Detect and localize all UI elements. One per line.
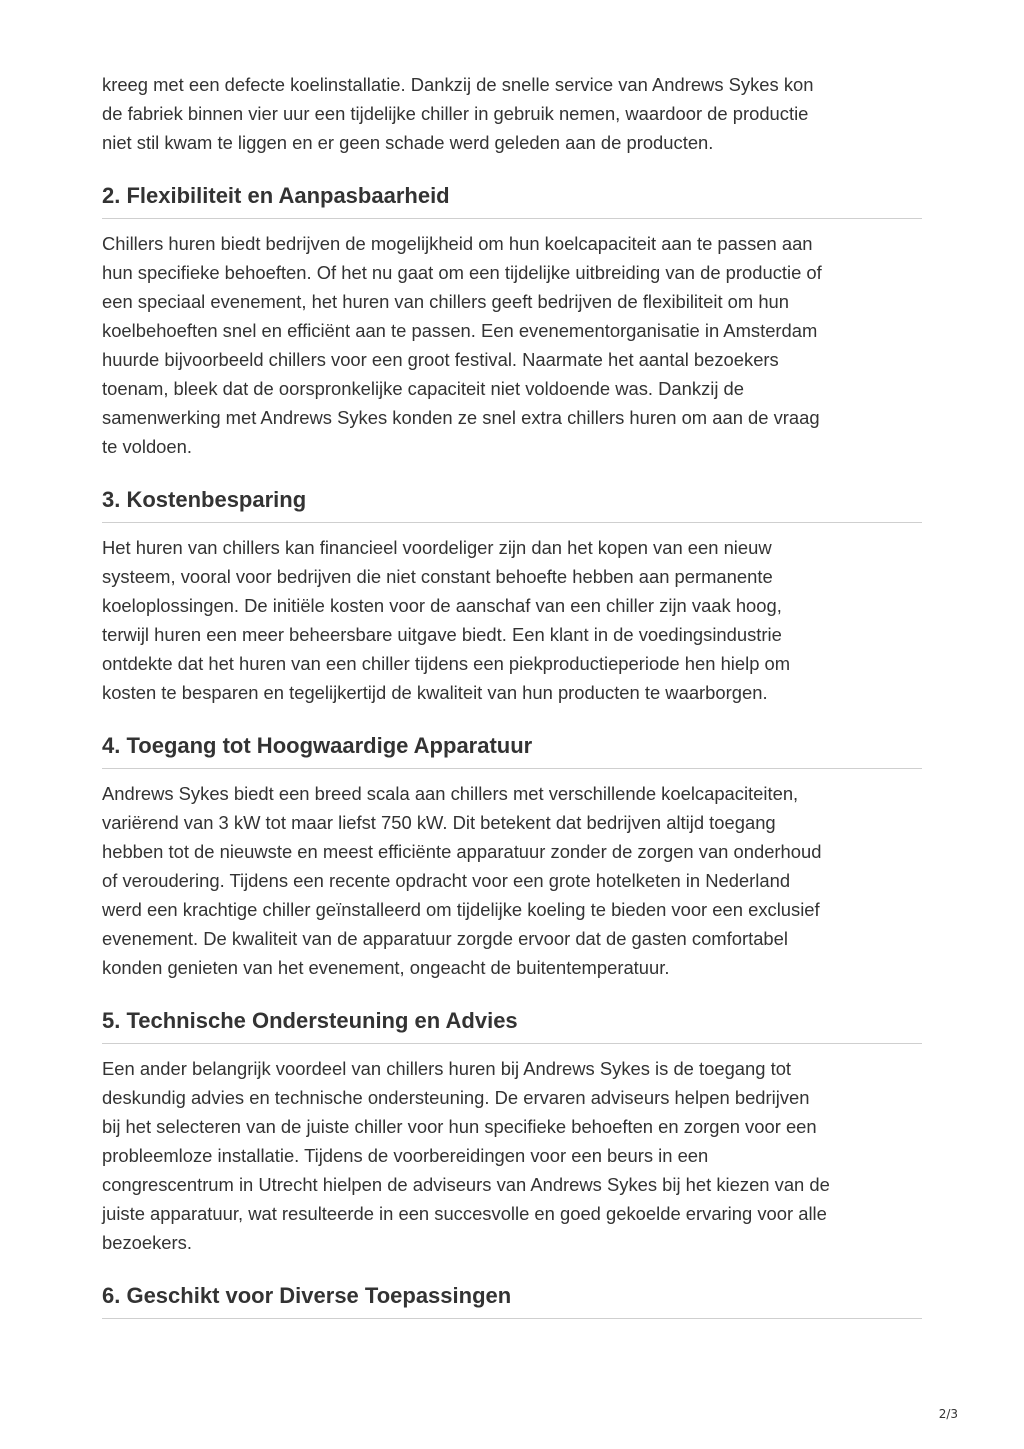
paragraph-line: systeem, vooral voor bedrijven die niet constant behoefte hebben aan permanente: [102, 566, 773, 587]
paragraph-line: evenement. De kwaliteit van de apparatuur zorgde ervoor dat de gasten comfortabel: [102, 928, 788, 949]
section-heading: 2. Flexibiliteit en Aanpasbaarheid: [102, 182, 922, 219]
paragraph-line: kosten te besparen en tegelijkertijd de kwaliteit van hun producten te waarborgen.: [102, 682, 768, 703]
paragraph-line: te voldoen.: [102, 436, 192, 457]
section-heading: 4. Toegang tot Hoogwaardige Apparatuur: [102, 732, 922, 769]
section-heading: 5. Technische Ondersteuning en Advies: [102, 1007, 922, 1044]
paragraph-line: hun specifieke behoeften. Of het nu gaat om een tijdelijke uitbreiding van de productie of: [102, 262, 822, 283]
paragraph-line: huurde bijvoorbeeld chillers voor een groot festival. Naarmate het aantal bezoekers: [102, 349, 779, 370]
paragraph-line: congrescentrum in Utrecht hielpen de adviseurs van Andrews Sykes bij het kiezen van de: [102, 1174, 830, 1195]
paragraph-line: terwijl huren een meer beheersbare uitgave biedt. Een klant in de voedingsindustrie: [102, 624, 782, 645]
section-technische-ondersteuning: [102, 1007, 922, 1257]
paragraph-line: samenwerking met Andrews Sykes konden ze snel extra chillers huren om aan de vraag: [102, 407, 820, 428]
paragraph-line: probleemloze installatie. Tijdens de voorbereidingen voor een beurs in een: [102, 1145, 709, 1166]
paragraph-line: de fabriek binnen vier uur een tijdelijke chiller in gebruik nemen, waardoor de productie: [102, 103, 809, 124]
paragraph-line: konden genieten van het evenement, ongeacht de buitentemperatuur.: [102, 957, 670, 978]
paragraph-line: deskundig advies en technische ondersteuning. De ervaren adviseurs helpen bedrijven: [102, 1087, 810, 1108]
section-hoogwaardige-apparatuur: [102, 732, 922, 982]
section-paragraph: [102, 1054, 922, 1257]
intro-paragraph: [102, 70, 922, 157]
paragraph-line: variërend van 3 kW tot maar liefst 750 kW. Dit betekent dat bedrijven altijd toegang: [102, 812, 776, 833]
paragraph-line: koeloplossingen. De initiële kosten voor de aanschaf van een chiller zijn vaak hoog,: [102, 595, 782, 616]
paragraph-line: bezoekers.: [102, 1232, 192, 1253]
section-paragraph: [102, 779, 922, 982]
paragraph-line: niet stil kwam te liggen en er geen schade werd geleden aan de producten.: [102, 132, 714, 153]
section-paragraph: [102, 533, 922, 707]
paragraph-line: een speciaal evenement, het huren van chillers geeft bedrijven de flexibiliteit om hun: [102, 291, 789, 312]
paragraph-line: Chillers huren biedt bedrijven de mogelijkheid om hun koelcapaciteit aan te passen aan: [102, 233, 813, 254]
paragraph-line: bij het selecteren van de juiste chiller voor hun specifieke behoeften en zorgen voor een: [102, 1116, 817, 1137]
paragraph-line: toenam, bleek dat de oorspronkelijke capaciteit niet voldoende was. Dankzij de: [102, 378, 745, 399]
section-paragraph: [102, 229, 922, 461]
paragraph-line: of veroudering. Tijdens een recente opdracht voor een grote hotelketen in Nederland: [102, 870, 791, 891]
section-flexibiliteit: [102, 182, 922, 461]
section-kostenbesparing: [102, 486, 922, 707]
page-number: 2/3: [938, 1407, 958, 1421]
paragraph-line: juiste apparatuur, wat resulteerde in een succesvolle en goed gekoelde ervaring voor alle: [102, 1203, 827, 1224]
section-diverse-toepassingen: [102, 1282, 922, 1319]
paragraph-line: Andrews Sykes biedt een breed scala aan chillers met verschillende koelcapaciteiten,: [102, 783, 799, 804]
paragraph-line: Het huren van chillers kan financieel voordeliger zijn dan het kopen van een nieuw: [102, 537, 772, 558]
paragraph-line: hebben tot de nieuwste en meest efficiënte apparatuur zonder de zorgen van onderhoud: [102, 841, 822, 862]
paragraph-line: ontdekte dat het huren van een chiller tijdens een piekproductieperiode hen hielp om: [102, 653, 791, 674]
paragraph-line: werd een krachtige chiller geïnstalleerd om tijdelijke koeling te bieden voor een exclusief: [102, 899, 820, 920]
section-heading: 3. Kostenbesparing: [102, 486, 922, 523]
section-heading: 6. Geschikt voor Diverse Toepassingen: [102, 1282, 922, 1319]
paragraph-line: Een ander belangrijk voordeel van chillers huren bij Andrews Sykes is de toegang tot: [102, 1058, 792, 1079]
document-body: [102, 70, 922, 1319]
paragraph-line: kreeg met een defecte koelinstallatie. Dankzij de snelle service van Andrews Sykes kon: [102, 74, 814, 95]
paragraph-line: koelbehoeften snel en efficiënt aan te passen. Een evenementorganisatie in Amsterdam: [102, 320, 818, 341]
